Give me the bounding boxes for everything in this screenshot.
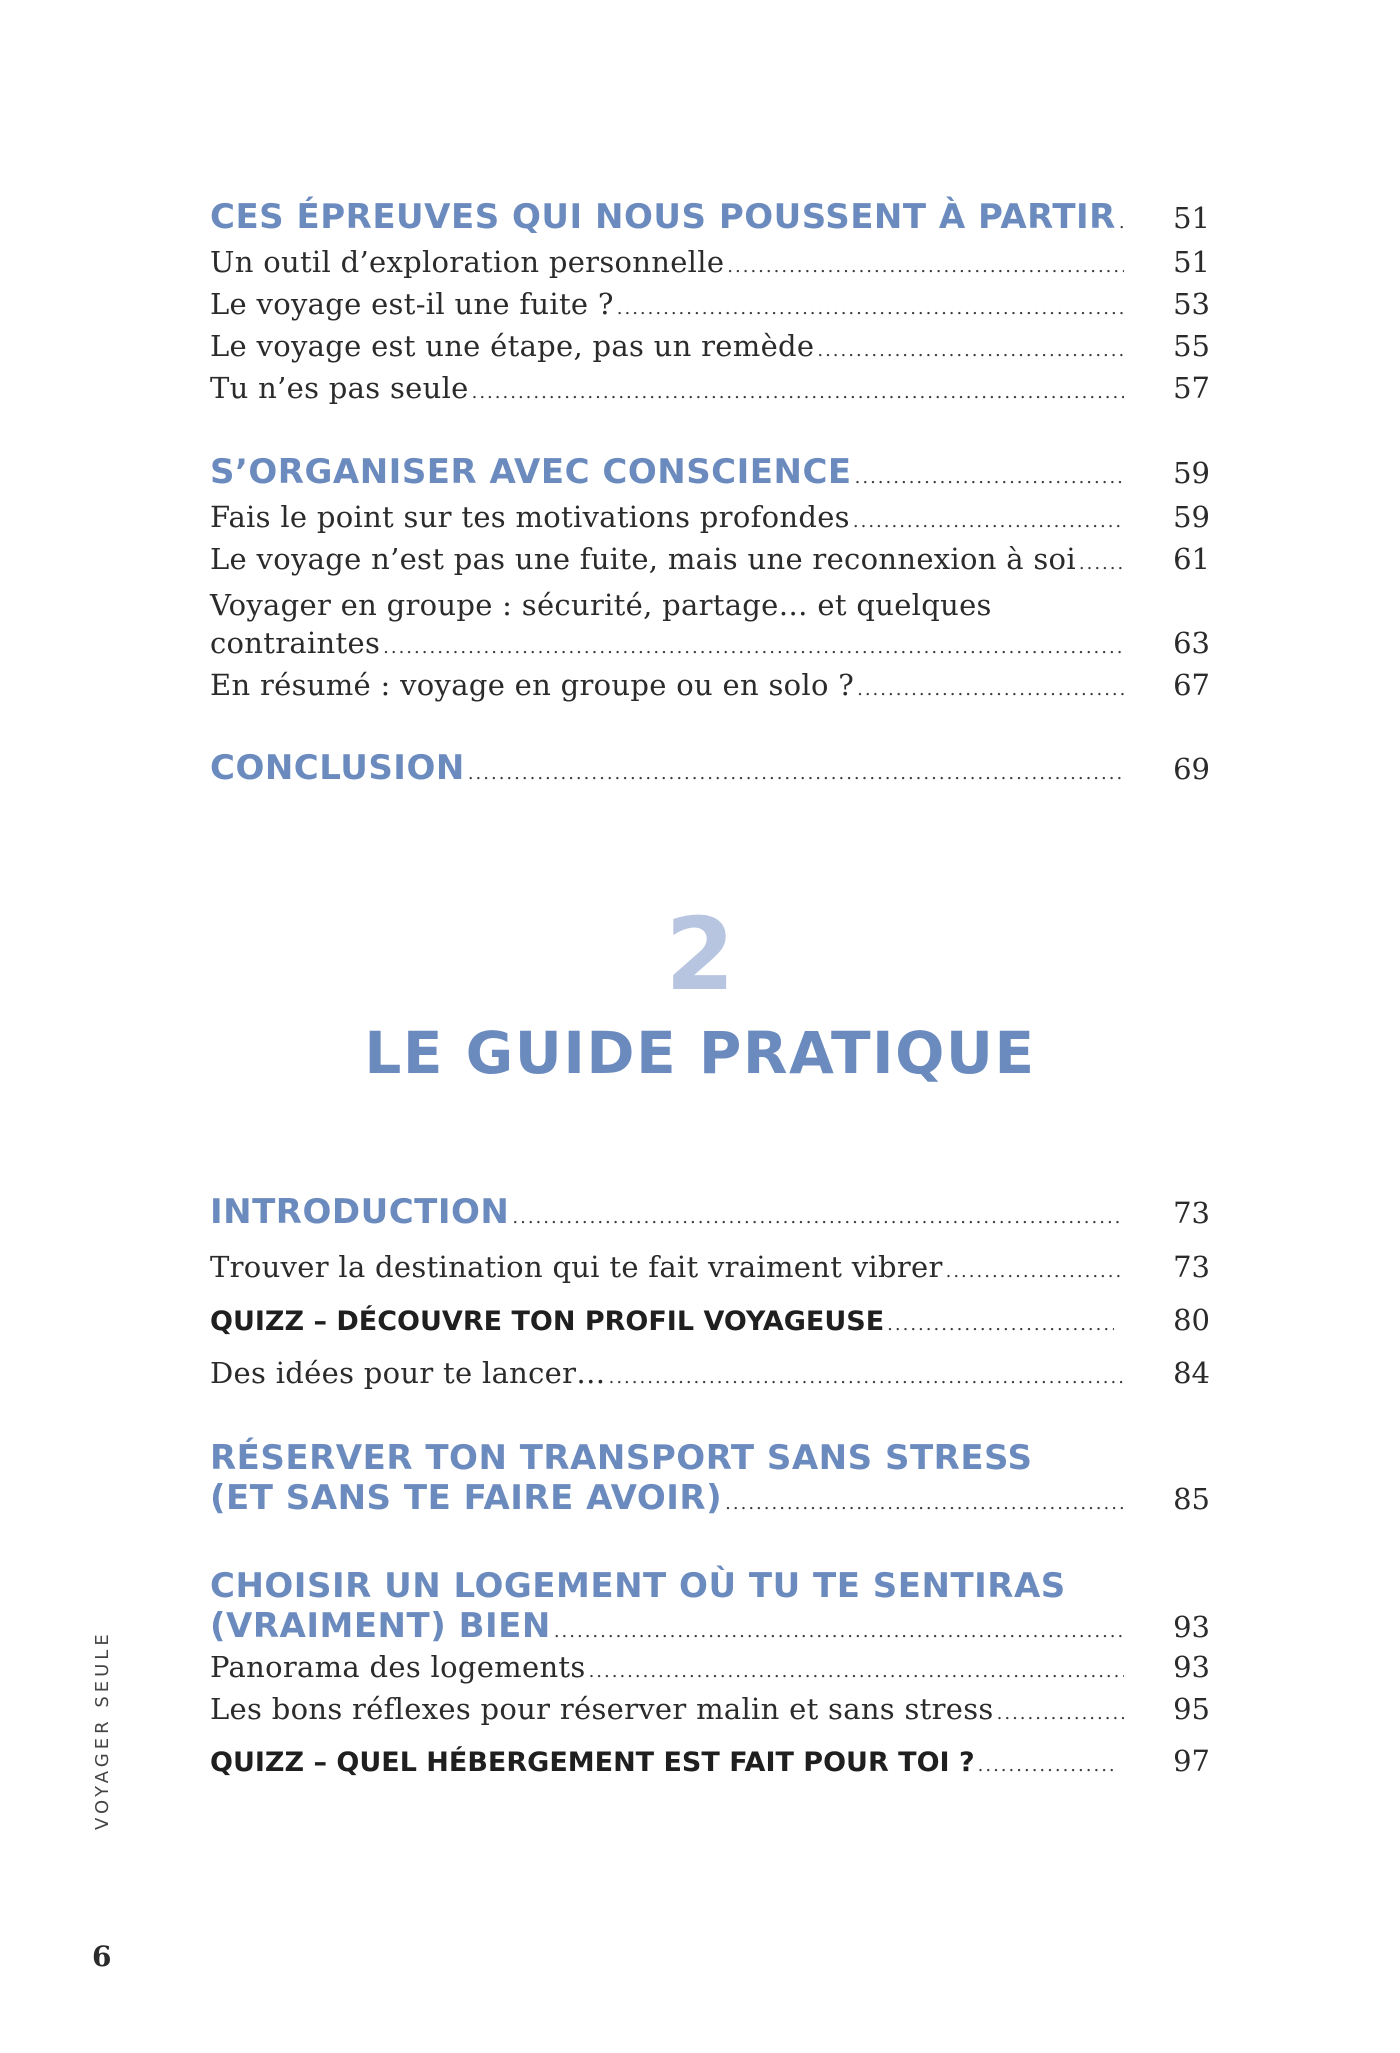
toc-entry[interactable] [210,1250,1210,1294]
toc-entry-label: Des idées pour te lancer… [210,1356,606,1390]
toc-entry-label: Un outil d’exploration personnelle [210,245,725,279]
leader-dots [1079,553,1124,574]
part-title: LE GUIDE PRATIQUE [364,1019,1036,1087]
toc-page-number: 53 [1173,287,1210,321]
toc-page-number: 69 [1173,752,1210,786]
toc-entry[interactable] [210,1692,1210,1736]
leader-dots [589,1661,1124,1682]
toc-page-number: 80 [1173,1303,1210,1337]
toc-heading-label: CONCLUSION [210,748,465,788]
page-number: 6 [92,1940,112,1973]
toc-entry-label-line1: Voyager en groupe : sécurité, partage… et quelques [210,588,992,622]
leader-dots [1119,212,1124,233]
leader-dots [512,1207,1124,1228]
toc-heading-label: INTRODUCTION [210,1192,510,1232]
toc-heading-logement[interactable] [210,1606,1210,1650]
leader-dots [727,256,1124,277]
toc-heading-label: (VRAIMENT) BIEN [210,1606,551,1646]
toc-entry[interactable] [210,329,1210,373]
toc-entry[interactable] [210,287,1210,331]
toc-page-number: 73 [1173,1250,1210,1284]
toc-entry-label: Le voyage est-il une fuite ? [210,287,614,321]
leader-dots [609,1367,1124,1388]
leader-dots [946,1261,1124,1282]
toc-page-number: 55 [1173,329,1210,363]
toc-entry[interactable] [210,245,1210,289]
toc-page-number: 95 [1173,1692,1210,1726]
toc-entry-label-line2: contraintes [210,626,381,660]
toc-entry[interactable] [210,1356,1210,1400]
toc-entry-label: Le voyage est une étape, pas un remède [210,329,815,363]
toc-entry[interactable] [210,626,1210,670]
toc-page-number: 67 [1173,668,1210,702]
leader-dots [855,467,1124,488]
toc-entry[interactable] [210,371,1210,415]
toc-heading-label: CES ÉPREUVES QUI NOUS POUSSENT À PARTIR [210,197,1116,237]
toc-heading-logement-line1[interactable]: CHOISIR UN LOGEMENT OÙ TU TE SENTIRAS [210,1566,1066,1606]
toc-entry-label: Le voyage n’est pas une fuite, mais une reconnexion à soi [210,542,1076,576]
leader-dots [997,1703,1124,1724]
toc-entry[interactable] [210,500,1210,544]
toc-heading-introduction[interactable] [210,1192,1210,1236]
toc-quiz-entry[interactable] [210,1303,1210,1347]
toc-page-number: 51 [1173,201,1210,235]
toc-entry-label: Tu n’es pas seule [210,371,469,405]
part-number: 2 [665,896,735,1013]
toc-quiz-label: QUIZZ – QUEL HÉBERGEMENT EST FAIT POUR TOI ? [210,1747,975,1778]
leader-dots [383,637,1124,658]
running-head: VOYAGER SEULE [92,1630,113,1830]
toc-page-number: 57 [1173,371,1210,405]
leader-dots [468,763,1124,784]
toc-heading-transport[interactable] [210,1478,1210,1522]
leader-dots [554,1621,1124,1642]
toc-heading-transport-line1[interactable]: RÉSERVER TON TRANSPORT SANS STRESS [210,1438,1033,1478]
toc-entry-label: Panorama des logements [210,1650,586,1684]
toc-entry[interactable] [210,1650,1210,1694]
toc-heading-organiser[interactable] [210,452,1210,496]
toc-page-number: 51 [1173,245,1210,279]
toc-entry-label: Trouver la destination qui te fait vraiment vibrer [210,1250,943,1284]
toc-page-number: 73 [1173,1196,1210,1230]
toc-entry[interactable] [210,542,1210,586]
toc-entry[interactable] [210,668,1210,712]
toc-page-number: 93 [1173,1610,1210,1644]
toc-entry-label: Fais le point sur tes motivations profondes [210,500,850,534]
toc-page-number: 93 [1173,1650,1210,1684]
leader-dots [817,340,1124,361]
toc-page-number: 97 [1173,1744,1210,1778]
toc-entry-label: Les bons réflexes pour réserver malin et sans stress [210,1692,994,1726]
toc-page-number: 61 [1173,542,1210,576]
leader-dots [887,1314,1114,1335]
toc-heading-label: S’ORGANISER AVEC CONSCIENCE [210,452,852,492]
toc-entry-label: En résumé : voyage en groupe ou en solo ? [210,668,855,702]
toc-page-number: 84 [1173,1356,1210,1390]
toc-page-number: 59 [1173,456,1210,490]
leader-dots [978,1755,1114,1776]
leader-dots [472,382,1124,403]
toc-page-number: 59 [1173,500,1210,534]
toc-heading-label: (ET SANS TE FAIRE AVOIR) [210,1478,723,1518]
toc-quiz-label: QUIZZ – DÉCOUVRE TON PROFIL VOYAGEUSE [210,1306,885,1337]
leader-dots [857,679,1124,700]
leader-dots [725,1493,1124,1514]
toc-page-number: 63 [1173,626,1210,660]
leader-dots [853,511,1124,532]
toc-heading-conclusion[interactable] [210,748,1210,792]
toc-heading-epreuves[interactable] [210,197,1210,241]
toc-quiz-entry[interactable] [210,1744,1210,1788]
leader-dots [617,298,1124,319]
toc-page-number: 85 [1173,1482,1210,1516]
